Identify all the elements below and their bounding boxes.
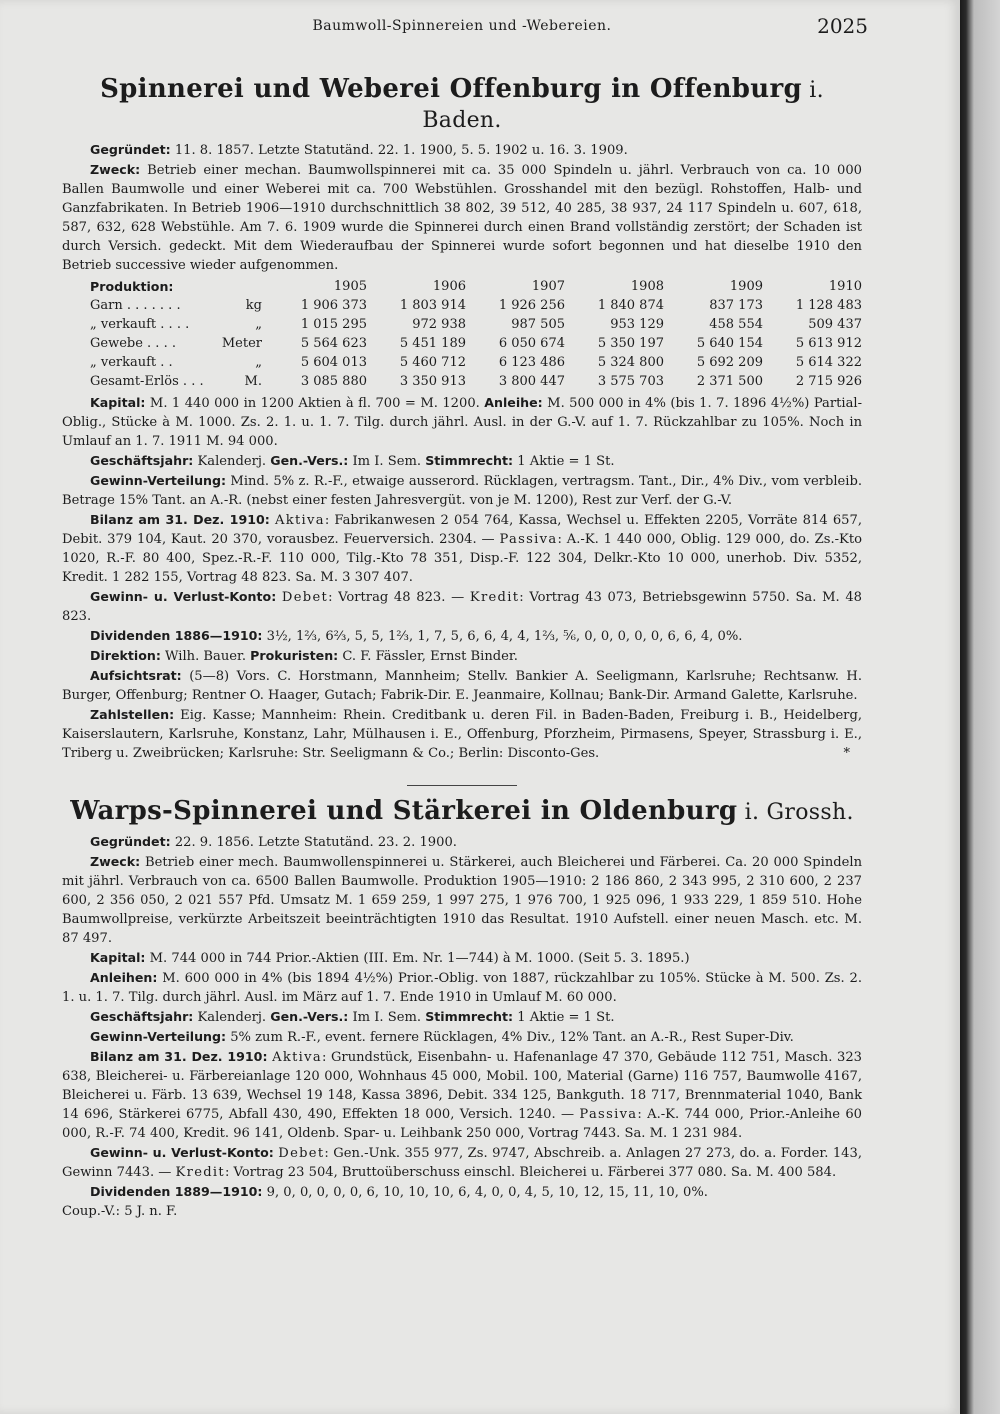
paying-agents-paragraph xyxy=(62,705,862,763)
bonds-label: Anleihen: xyxy=(90,970,158,985)
capital-label: Kapital: xyxy=(90,950,146,965)
voting-right-text: 1 Aktie = 1 St. xyxy=(513,1010,615,1025)
production-table xyxy=(62,277,862,391)
general-meeting-text: Im I. Sem. xyxy=(348,1010,426,1025)
row-unit: kg xyxy=(245,298,262,313)
dividends-paragraph xyxy=(62,626,862,646)
company-title-location: i. Grossh. xyxy=(737,800,854,825)
profit-distribution-label: Gewinn-Verteilung: xyxy=(90,473,227,488)
table-cell: 987 505 xyxy=(511,317,565,332)
profit-distribution-text: 5% zum R.-F., event. fernere Rücklagen, 4% Div., 12% Tant. an A.-R., Rest Super-Div. xyxy=(226,1030,794,1045)
table-cell: 509 437 xyxy=(808,317,862,332)
founded-label: Gegründet: xyxy=(90,834,171,849)
profit-distribution-label: Gewinn-Verteilung: xyxy=(90,1029,227,1044)
founded-paragraph xyxy=(62,140,862,160)
year-header: 1910 xyxy=(828,279,862,294)
year-header: 1905 xyxy=(333,279,367,294)
profit-distribution-paragraph xyxy=(62,1027,862,1047)
bonds-paragraph xyxy=(62,968,862,1007)
balance-label: Bilanz am 31. Dez. 1910: xyxy=(90,512,270,527)
table-cell: 6 123 486 xyxy=(498,355,565,370)
capital-text: M. 1 440 000 in 1200 Aktien à fl. 700 = M. 1200. xyxy=(145,396,485,411)
row-label: Garn . . . . . . . xyxy=(90,298,181,313)
capital-paragraph xyxy=(62,948,862,968)
profit-loss-paragraph xyxy=(62,1143,862,1182)
dividends-text: 9, 0, 0, 0, 0, 0, 6, 10, 10, 10, 6, 4, 0, 0, 4, 5, 10, 12, 15, 11, 10, 0%. xyxy=(262,1185,708,1200)
profit-loss-label: Gewinn- u. Verlust-Konto: xyxy=(90,1145,274,1160)
book-binding-edge xyxy=(960,0,1000,1414)
table-row xyxy=(62,334,862,353)
fiscal-year-label: Geschäftsjahr: xyxy=(90,1009,194,1024)
page-number: 2025 xyxy=(817,14,868,38)
table-cell: 972 938 xyxy=(412,317,466,332)
dividends-label: Dividenden 1886—1910: xyxy=(90,628,263,643)
company-entry-oldenburg xyxy=(62,796,862,1221)
profit-distribution-text: Mind. 5% z. R.-F., etwaige ausserord. Rücklagen, vertragsm. Tant., Dir., 4% Div., vom verbleib. Betrage 15% Tant. an A.-R. (nebst einer festen Jahresvergüt. von je M. 1200), Rest zur Verf. der G.-V. xyxy=(62,474,862,508)
table-row xyxy=(62,372,862,391)
year-header: 1908 xyxy=(630,279,664,294)
assets-text: : Grundstück, Eisenbahn- u. Hafenanlage 47 370, Gebäude 112 751, Masch. 323 638, Bleicherei- u. Färbereianlage 120 000, Wohnhaus 45 000, Mobil. 100, Material (Garne) 116 757, Baumwolle 4167, Bleicherei u. Färb. 13 639, Wechsel 19 148, Kassa 3896, Debit. 334 125, Bankguth. 18 717, Brennmaterial 1040, Bank 14 696, Stärkerei 6775, Abfall 430, 490, Effekten 18 000, Versich. 1240. — xyxy=(62,1050,862,1122)
table-cell: 458 554 xyxy=(709,317,763,332)
row-unit: „ xyxy=(255,317,262,332)
credit-word: Kredit xyxy=(175,1165,225,1180)
table-cell: 2 371 500 xyxy=(696,374,763,389)
general-meeting-label: Gen.-Vers.: xyxy=(270,1009,349,1024)
row-unit: „ xyxy=(255,355,262,370)
table-cell: 953 129 xyxy=(610,317,664,332)
dividends-label: Dividenden 1889—1910: xyxy=(90,1184,263,1199)
bonds-text: M. 600 000 in 4% (bis 1894 4½%) Prior.-Oblig. von 1887, rückzahlbar zu 105%. Stücke à M. 500. Zs. 2. 1. u. 1. 7. Tilg. durch jährl. Ausl. im März auf 1. 7. Ende 1910 in Umlauf M. 60 000. xyxy=(62,971,862,1005)
company-title-main: Spinnerei und Weberei Offenburg in Offenburg xyxy=(100,74,802,104)
running-title: Baumwoll-Spinnereien und -Webereien. xyxy=(312,18,612,34)
balance-paragraph xyxy=(62,1047,862,1143)
assets-word: Aktiva xyxy=(274,513,325,528)
row-label: „ verkauft . . . . xyxy=(90,317,190,332)
paying-agents-label: Zahlstellen: xyxy=(90,707,175,722)
voting-right-label: Stimmrecht: xyxy=(425,453,514,468)
table-cell: 5 640 154 xyxy=(696,336,763,351)
balance-label: Bilanz am 31. Dez. 1910: xyxy=(90,1049,268,1064)
table-row xyxy=(62,296,862,315)
capital-label: Kapital: xyxy=(90,395,146,410)
row-label: „ verkauft . . xyxy=(90,355,173,370)
bond-label: Anleihe: xyxy=(484,395,543,410)
table-cell: 1 015 295 xyxy=(300,317,367,332)
liabilities-word: Passiva xyxy=(579,1107,638,1122)
coupon-line xyxy=(62,1202,862,1221)
profit-distribution-paragraph xyxy=(62,471,862,510)
fiscal-year-text: Kalenderj. xyxy=(193,454,271,469)
voting-right-text: 1 Aktie = 1 St. xyxy=(513,454,615,469)
fiscal-year-text: Kalenderj. xyxy=(193,1010,271,1025)
credit-word: Kredit xyxy=(469,590,520,605)
debit-word: Debet xyxy=(278,1146,325,1161)
management-paragraph xyxy=(62,646,862,666)
purpose-paragraph xyxy=(62,160,862,275)
founded-text: 22. 9. 1856. Letzte Statutänd. 23. 2. 1900. xyxy=(170,835,457,850)
purpose-text: Betrieb einer mechan. Baumwollspinnerei mit ca. 35 000 Spindeln u. jährl. Verbrauch von ca. 10 000 Ballen Baumwolle und einer Weberei mit ca. 700 Webstühlen. Grosshandel mit den bezügl. Rohstoffen, Halb- und Ganzfabrikaten. In Betrieb 1906—1910 durchschnittlich 38 802, 39 512, 40 285, 38 937, 24 117 Spindeln u. 607, 618, 587, 632, 628 Webstühle. Am 7. 6. 1909 wurde die Spinnerei durch einen Brand vollständig zerstört; der Schaden ist durch Versich. gedeckt. Mit dem Wiederaufbau der Spinnerei wurde sofort begonnen und hat dieselbe 1910 den Betrieb successive wieder aufgenommen. xyxy=(62,163,862,273)
founded-paragraph xyxy=(62,832,862,852)
page-content xyxy=(62,14,868,1221)
founded-label: Gegründet: xyxy=(90,142,171,157)
authorized-officers-text: C. F. Fässler, Ernst Binder. xyxy=(338,649,518,664)
general-meeting-text: Im I. Sem. xyxy=(348,454,426,469)
table-cell: 1 128 483 xyxy=(795,298,862,313)
table-cell: 3 575 703 xyxy=(597,374,664,389)
management-label: Direktion: xyxy=(90,648,161,663)
table-cell: 5 613 912 xyxy=(795,336,862,351)
profit-loss-paragraph xyxy=(62,587,862,626)
running-head xyxy=(62,14,868,52)
company-title-main: Warps-Spinnerei und Stärkerei in Oldenburg xyxy=(70,796,738,826)
table-cell: 5 604 013 xyxy=(300,355,367,370)
profit-loss-label: Gewinn- u. Verlust-Konto: xyxy=(90,589,277,604)
credit-text: : Vortrag 23 504, Bruttoüberschuss einschl. Bleicherei u. Färberei 377 080. Sa. M. 400 584. xyxy=(224,1165,837,1180)
purpose-label: Zweck: xyxy=(90,854,141,869)
capital-text: M. 744 000 in 744 Prior.-Aktien (III. Em. Nr. 1—744) à M. 1000. (Seit 5. 3. 1895.) xyxy=(145,951,690,966)
company-title-location: i. Baden. xyxy=(422,78,824,133)
credit-text: : Vortrag 43 073, Betriebsgewinn 5750. Sa. M. 48 823. xyxy=(62,590,862,624)
paying-agents-text: Eig. Kasse; Mannheim: Rhein. Creditbank u. deren Fil. in Baden-Baden, Freiburg i. B., Heidelberg, Kaiserslautern, Karlsruhe, Konstanz, Lahr, Mülhausen i. E., Offenburg, Pforzheim, Pirmasens, Speyer, Strassburg i. E., Triberg u. Zweibrücken; Karlsruhe: Str. Seeligmann & Co.; Berlin: Disconto-Ges. xyxy=(62,708,862,761)
table-cell: 5 460 712 xyxy=(399,355,466,370)
table-cell: 5 350 197 xyxy=(597,336,664,351)
production-label: Produktion: xyxy=(90,278,174,294)
table-cell: 3 085 880 xyxy=(300,374,367,389)
bond-text: M. 500 000 in 4% (bis 1. 7. 1896 4½%) Partial-Oblig., Stücke à M. 1000. Zs. 2. 1. u. 1. 7. Tilg. durch jährl. Ausl. in der G.-V. auf 1. 7. Rückzahlbar zu 105%. Noch in Umlauf an 1. 7. 1911 M. 94 000. xyxy=(62,396,862,449)
table-cell: 5 324 800 xyxy=(597,355,664,370)
table-cell: 3 800 447 xyxy=(498,374,565,389)
table-cell: 5 692 209 xyxy=(696,355,763,370)
fiscal-paragraph xyxy=(62,451,862,471)
table-cell: 1 803 914 xyxy=(399,298,466,313)
authorized-officers-label: Prokuristen: xyxy=(250,648,339,663)
voting-right-label: Stimmrecht: xyxy=(425,1009,514,1024)
footnote-asterisk: * xyxy=(843,746,850,761)
supervisory-board-paragraph xyxy=(62,666,862,705)
debit-text: : Vortrag 48 823. — xyxy=(328,590,470,605)
capital-paragraph xyxy=(62,393,862,451)
purpose-label: Zweck: xyxy=(90,162,141,177)
table-cell: 6 050 674 xyxy=(498,336,565,351)
liabilities-text: : A.-K. 1 440 000, Oblig. 129 000, do. Zs.-Kto 1020, R.-F. 80 400, Spez.-R.-F. 110 000, Tilg.-Kto 78 351, Disp.-F. 122 304, Delkr.-Kto 10 000, unerhob. Div. 5352, Kredit. 1 282 155, Vortrag 48 823. Sa. M. 3 307 407. xyxy=(62,532,862,585)
table-cell: 5 451 189 xyxy=(399,336,466,351)
table-row xyxy=(62,353,862,372)
row-label: Gesamt-Erlös . . . xyxy=(90,374,204,389)
row-label: Gewebe . . . . xyxy=(90,336,176,351)
table-cell: 837 173 xyxy=(709,298,763,313)
liabilities-text: : A.-K. 744 000, Prior.-Anleihe 60 000, R.-F. 74 400, Kredit. 96 141, Oldenb. Spar- u. Leihbank 250 000, Vortrag 7443. Sa. M. 1 231 984. xyxy=(62,1107,862,1141)
fiscal-year-label: Geschäftsjahr: xyxy=(90,453,194,468)
table-row xyxy=(62,315,862,334)
liabilities-word: Passiva xyxy=(499,532,558,547)
table-cell: 2 715 926 xyxy=(795,374,862,389)
table-cell: 5 564 623 xyxy=(300,336,367,351)
founded-text: 11. 8. 1857. Letzte Statutänd. 22. 1. 1900, 5. 5. 1902 u. 16. 3. 1909. xyxy=(170,143,628,158)
supervisory-board-label: Aufsichtsrat: xyxy=(90,668,182,683)
debit-word: Debet xyxy=(281,590,329,605)
table-cell: 1 840 874 xyxy=(597,298,664,313)
purpose-text: Betrieb einer mech. Baumwollenspinnerei u. Stärkerei, auch Bleicherei und Färberei. Ca. 20 000 Spindeln mit jährl. Verbrauch von ca. 6500 Ballen Baumwolle. Produktion 1905—1910: 2 186 860, 2 343 995, 2 310 600, 2 237 600, 2 356 050, 2 021 557 Pfd. Umsatz M. 1 659 259, 1 997 275, 1 976 700, 1 925 096, 1 933 229, 1 859 510. Hohe Baumwollpreise, verkürzte Arbeitszeit beeinträchtigten 1910 das Resultat. 1910 Aufstell. einer neuen Masch. etc. M. 87 497. xyxy=(62,855,862,946)
table-cell: 1 926 256 xyxy=(498,298,565,313)
management-text: Wilh. Bauer. xyxy=(160,649,251,664)
balance-paragraph xyxy=(62,510,862,587)
year-header: 1909 xyxy=(729,279,763,294)
year-header: 1907 xyxy=(531,279,565,294)
section-divider xyxy=(407,785,517,786)
general-meeting-label: Gen.-Vers.: xyxy=(270,453,349,468)
coupon-text: Coup.-V.: 5 J. n. F. xyxy=(62,1204,178,1219)
supervisory-board-text: (5—8) Vors. C. Horstmann, Mannheim; Stellv. Bankier A. Seeligmann, Karlsruhe; Rechtsanw. H. Burger, Offenburg; Rentner O. Haager, Gutach; Fabrik-Dir. E. Jeanmaire, Kollnau; Bank-Dir. Armand Galette, Karlsruhe. xyxy=(62,669,862,703)
dividends-paragraph xyxy=(62,1182,862,1202)
purpose-paragraph xyxy=(62,852,862,948)
company-entry-offenburg xyxy=(62,74,862,763)
row-unit: Meter xyxy=(221,336,262,351)
debit-text: : Gen.-Unk. 355 977, Zs. 9747, Abschreib. a. Anlagen 27 273, do. a. Forder. 143, Gewinn 7443. — xyxy=(62,1146,862,1180)
company-title xyxy=(62,796,862,826)
table-cell: 3 350 913 xyxy=(399,374,466,389)
table-cell: 1 906 373 xyxy=(300,298,367,313)
company-title xyxy=(62,74,862,134)
table-cell: 5 614 322 xyxy=(795,355,862,370)
assets-text: : Fabrikanwesen 2 054 764, Kassa, Wechsel u. Effekten 2205, Vorräte 814 657, Debit. 379 104, Kaut. 20 370, vorausbez. Feuerversich. 2304. — xyxy=(62,513,862,547)
row-unit: M. xyxy=(244,374,262,389)
dividends-text: 3½, 1⅔, 6⅔, 5, 5, 1⅔, 1, 7, 5, 6, 6, 4, 4, 1⅔, ⅚, 0, 0, 0, 0, 0, 6, 6, 4, 0%. xyxy=(262,629,743,644)
fiscal-paragraph xyxy=(62,1007,862,1027)
production-header-row xyxy=(62,277,862,296)
assets-word: Aktiva xyxy=(272,1050,322,1065)
year-header: 1906 xyxy=(432,279,466,294)
